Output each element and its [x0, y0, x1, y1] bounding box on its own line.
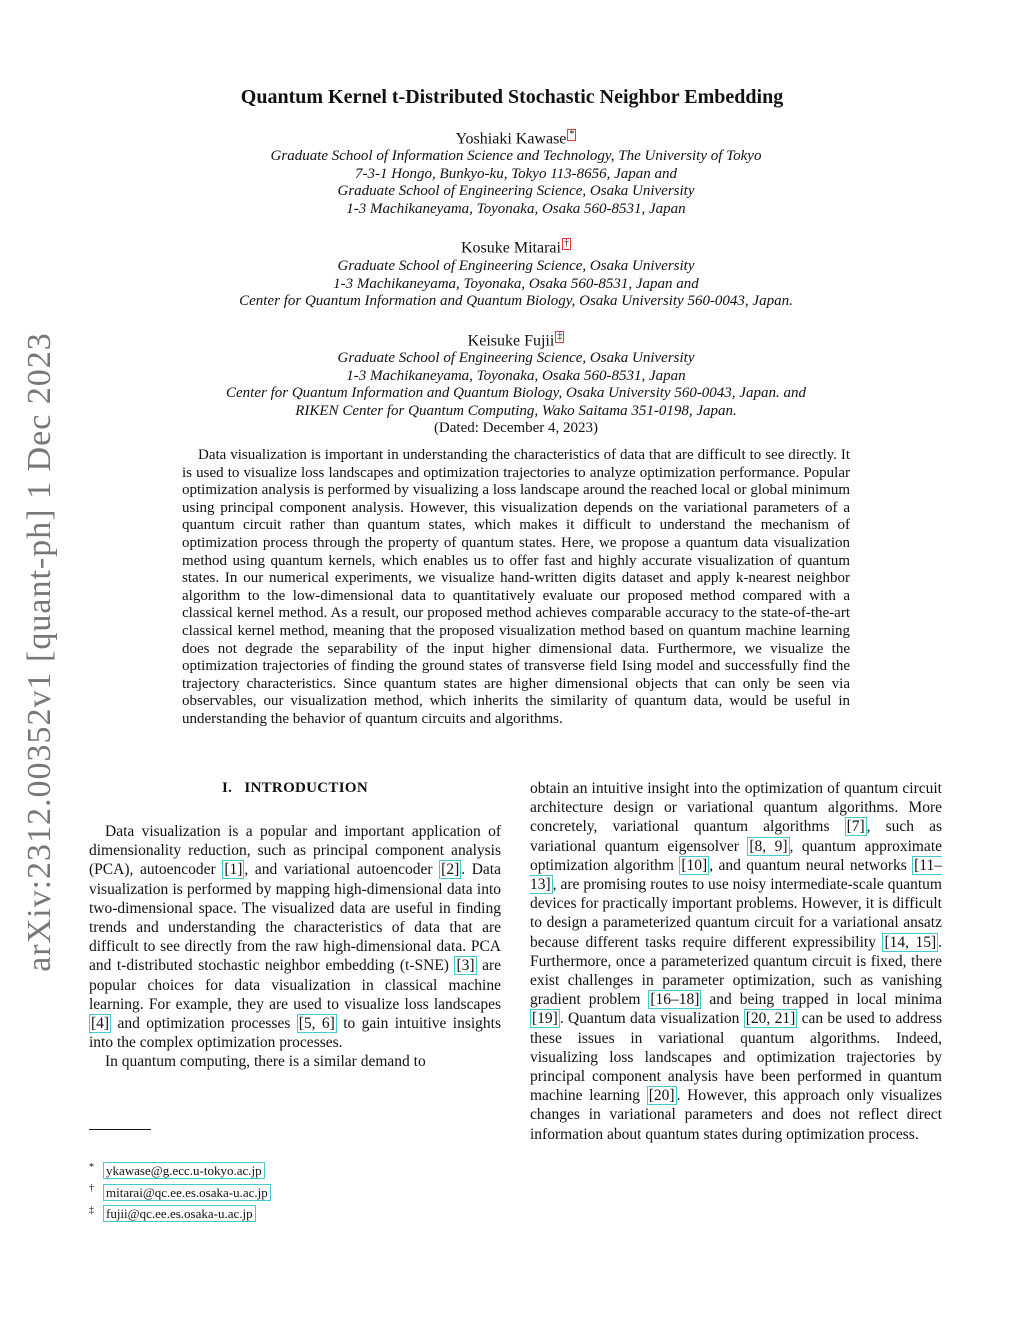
footnote-rule: [89, 1129, 151, 1130]
text-run: and optimization processes: [111, 1015, 297, 1033]
email-link[interactable]: ykawase@g.ecc.u-tokyo.ac.jp: [103, 1162, 265, 1179]
abstract: Data visualization is important in understanding the characteristics of data that are difficult to see directly. It is used to visualize loss landscapes and optimization trajectories to analyze optimization performance. Popular optimization analysis is performed by visualizing a loss landscape around the reached local or global minimum using principal component analysis. However, this visualization depends on the variational parameters of a quantum circuit rather than quantum states, which makes it difficult to understand the mechanism of optimization process through the property of quantum states. Here, we propose a quantum data visualization method using quantum kernels, which enables us to offer fast and highly accurate visualization of quantum states. In our numerical experiments, we visualize hand-written digits dataset and apply k-nearest neighbor algorithm to the low-dimensional data to quantitatively evaluate our proposed method compared with a classical kernel method. As a result, our proposed method achieves comparable accuracy to the state-of-the-art classical kernel method, meaning that the proposed visualization method based on quantum machine learning does not degrade the separability of the input higher dimensional data. Furthermore, we visualize the optimization trajectories of finding the ground states of transverse field Ising model and successfully find the trajectory characteristics. Since quantum states are higher dimensional objects that can only be seen via observables, our visualization method, which inherits the similarity of quantum data, would be useful in understanding the behavior of quantum circuits and algorithms.: [182, 447, 850, 727]
left-column: [89, 822, 501, 1072]
citation-link[interactable]: [4]: [91, 1015, 110, 1033]
text-run: . Furthermore, once a parameterized quantum circuit is fixed, there exist challenges in parameter optimization, such as vanishing gradient problem: [530, 933, 942, 1009]
text-run: obtain an intuitive insight into the optimization of quantum circuit architecture design or variational quantum algorithms. More concretely, variational quantum algorithms: [530, 780, 942, 836]
paper-title: Quantum Kernel t-Distributed Stochastic Neighbor Embedding: [240, 86, 784, 108]
affiliation-line: 1-3 Machikaneyama, Toyonaka, Osaka 560-8531, Japan: [346, 367, 686, 384]
text-run: , such as variational quantum eigensolver: [530, 818, 943, 855]
author-1: [0, 129, 1024, 148]
footnote-mark: *: [89, 1162, 94, 1173]
affiliation-line: Graduate School of Information Science and Technology, The University of Tokyo: [270, 148, 762, 164]
affiliation-line: 7-3-1 Hongo, Bunkyo-ku, Tokyo 113-8656, Japan and: [354, 165, 678, 182]
citation-link[interactable]: [7]: [846, 818, 865, 836]
text-run: . However, this approach only visualizes changes in variational parameters and does not reflect direct information about quantum states during optimization process.: [530, 1087, 942, 1143]
affiliation-line: Graduate School of Engineering Science, Osaka University: [337, 350, 695, 366]
text-run: and being trapped in local minima: [701, 991, 942, 1009]
footnote-link[interactable]: *: [569, 129, 575, 140]
citation-link[interactable]: [11–13]: [530, 856, 942, 894]
citation-link[interactable]: [16–18]: [650, 991, 700, 1009]
arxiv-sidebar: [18, 332, 62, 972]
paragraph: In quantum computing, there is a similar demand to: [105, 1053, 426, 1071]
text-run: to gain intuitive insights into the complex optimization processes.: [89, 1015, 502, 1052]
affiliation-line: 1-3 Machikaneyama, Toyonaka, Osaka 560-8531, Japan: [346, 200, 686, 217]
email-link[interactable]: mitarai@qc.ee.es.osaka-u.ac.jp: [103, 1184, 271, 1201]
footnote: [89, 1202, 271, 1223]
paragraph: [89, 822, 501, 1052]
email-link[interactable]: fujii@qc.ee.es.osaka-u.ac.jp: [103, 1205, 256, 1222]
right-column: [530, 779, 942, 1144]
author-2: [0, 238, 1024, 257]
text-run: . Quantum data visualization: [559, 1010, 744, 1028]
citation-link[interactable]: [10]: [681, 856, 708, 874]
footnote-mark: †: [89, 1183, 94, 1195]
citation-link[interactable]: [1]: [224, 861, 243, 879]
citation-link[interactable]: [14, 15]: [884, 933, 937, 951]
author-name: Yoshiaki Kawase: [455, 130, 567, 148]
affiliation-line: Graduate School of Engineering Science, Osaka University: [337, 258, 695, 274]
author-name: Keisuke Fujii: [467, 332, 555, 350]
citation-link[interactable]: [19]: [532, 1010, 558, 1028]
author-3-affiliation: [0, 350, 1024, 420]
footnote-link[interactable]: ‡: [557, 331, 563, 342]
author-3: [0, 331, 1024, 350]
footnote: [89, 1180, 271, 1201]
citation-link[interactable]: [20, 21]: [745, 1010, 796, 1028]
author-name: Kosuke Mitarai: [461, 239, 561, 257]
footnote-link[interactable]: †: [563, 238, 569, 249]
section-heading: [89, 780, 501, 797]
citation-link[interactable]: [2]: [441, 861, 460, 879]
affiliation-line: Center for Quantum Information and Quantum Biology, Osaka University 560-0043, Japan.: [239, 293, 793, 310]
text-run: , and variational autoencoder: [244, 861, 440, 879]
dated-line: (Dated: December 4, 2023): [433, 420, 599, 436]
affiliation-line: 1-3 Machikaneyama, Toyonaka, Osaka 560-8531, Japan and: [333, 275, 699, 292]
citation-link[interactable]: [3]: [456, 957, 475, 975]
affiliation-line: Graduate School of Engineering Science, Osaka University: [337, 183, 695, 200]
footnote: [89, 1159, 271, 1180]
text-run: are popular choices for data visualization in classical machine learning. For example, they are used to visualize loss landscapes: [89, 957, 502, 1013]
text-run: can be used to address these issues in variational quantum algorithms. Indeed, visualizing loss landscapes and optimization trajectories by principal component analysis have been performed in quantum machine learning: [530, 1010, 942, 1105]
footnote-mark: ‡: [89, 1204, 94, 1216]
citation-link[interactable]: [5, 6]: [298, 1015, 335, 1033]
text-run: , quantum approximate optimization algorithm: [530, 837, 942, 874]
section-title: INTRODUCTION: [244, 780, 368, 796]
affiliation-line: RIKEN Center for Quantum Computing, Wako Saitama 351-0198, Japan.: [295, 402, 737, 419]
footnotes: [89, 1159, 271, 1223]
citation-link[interactable]: [20]: [648, 1087, 675, 1105]
text-run: , and quantum neural networks: [709, 856, 913, 874]
text-run: . Data visualization is performed by mapping high-dimensional data into two-dimensional space. The visualized data are useful in finding trends and understanding the characteristics of data that are difficult to see directly from the raw high-dimensional data. PCA and t-distributed stochastic neighbor embedding (t-SNE): [89, 861, 501, 975]
arxiv-identifier: arXiv:2312.00352v1 [quant-ph] 1 Dec 2023: [21, 332, 58, 972]
paragraph: [530, 779, 942, 1144]
section-number: I.: [222, 780, 233, 796]
affiliation-line: Center for Quantum Information and Quantum Biology, Osaka University 560-0043, Japan. and: [226, 385, 806, 402]
citation-link[interactable]: [8, 9]: [749, 837, 788, 855]
author-2-affiliation: [0, 258, 1024, 311]
text-run: , are promising routes to use noisy intermediate-scale quantum devices for practically important problems. However, it is difficult to design a parameterized quantum circuit for a variational ansatz because different tasks require different expressibility: [530, 876, 942, 951]
author-1-affiliation: [0, 148, 1024, 218]
text-run: Data visualization is a popular and important application of dimensionality reduction, such as principal component analysis (PCA), autoencoder: [89, 823, 501, 879]
